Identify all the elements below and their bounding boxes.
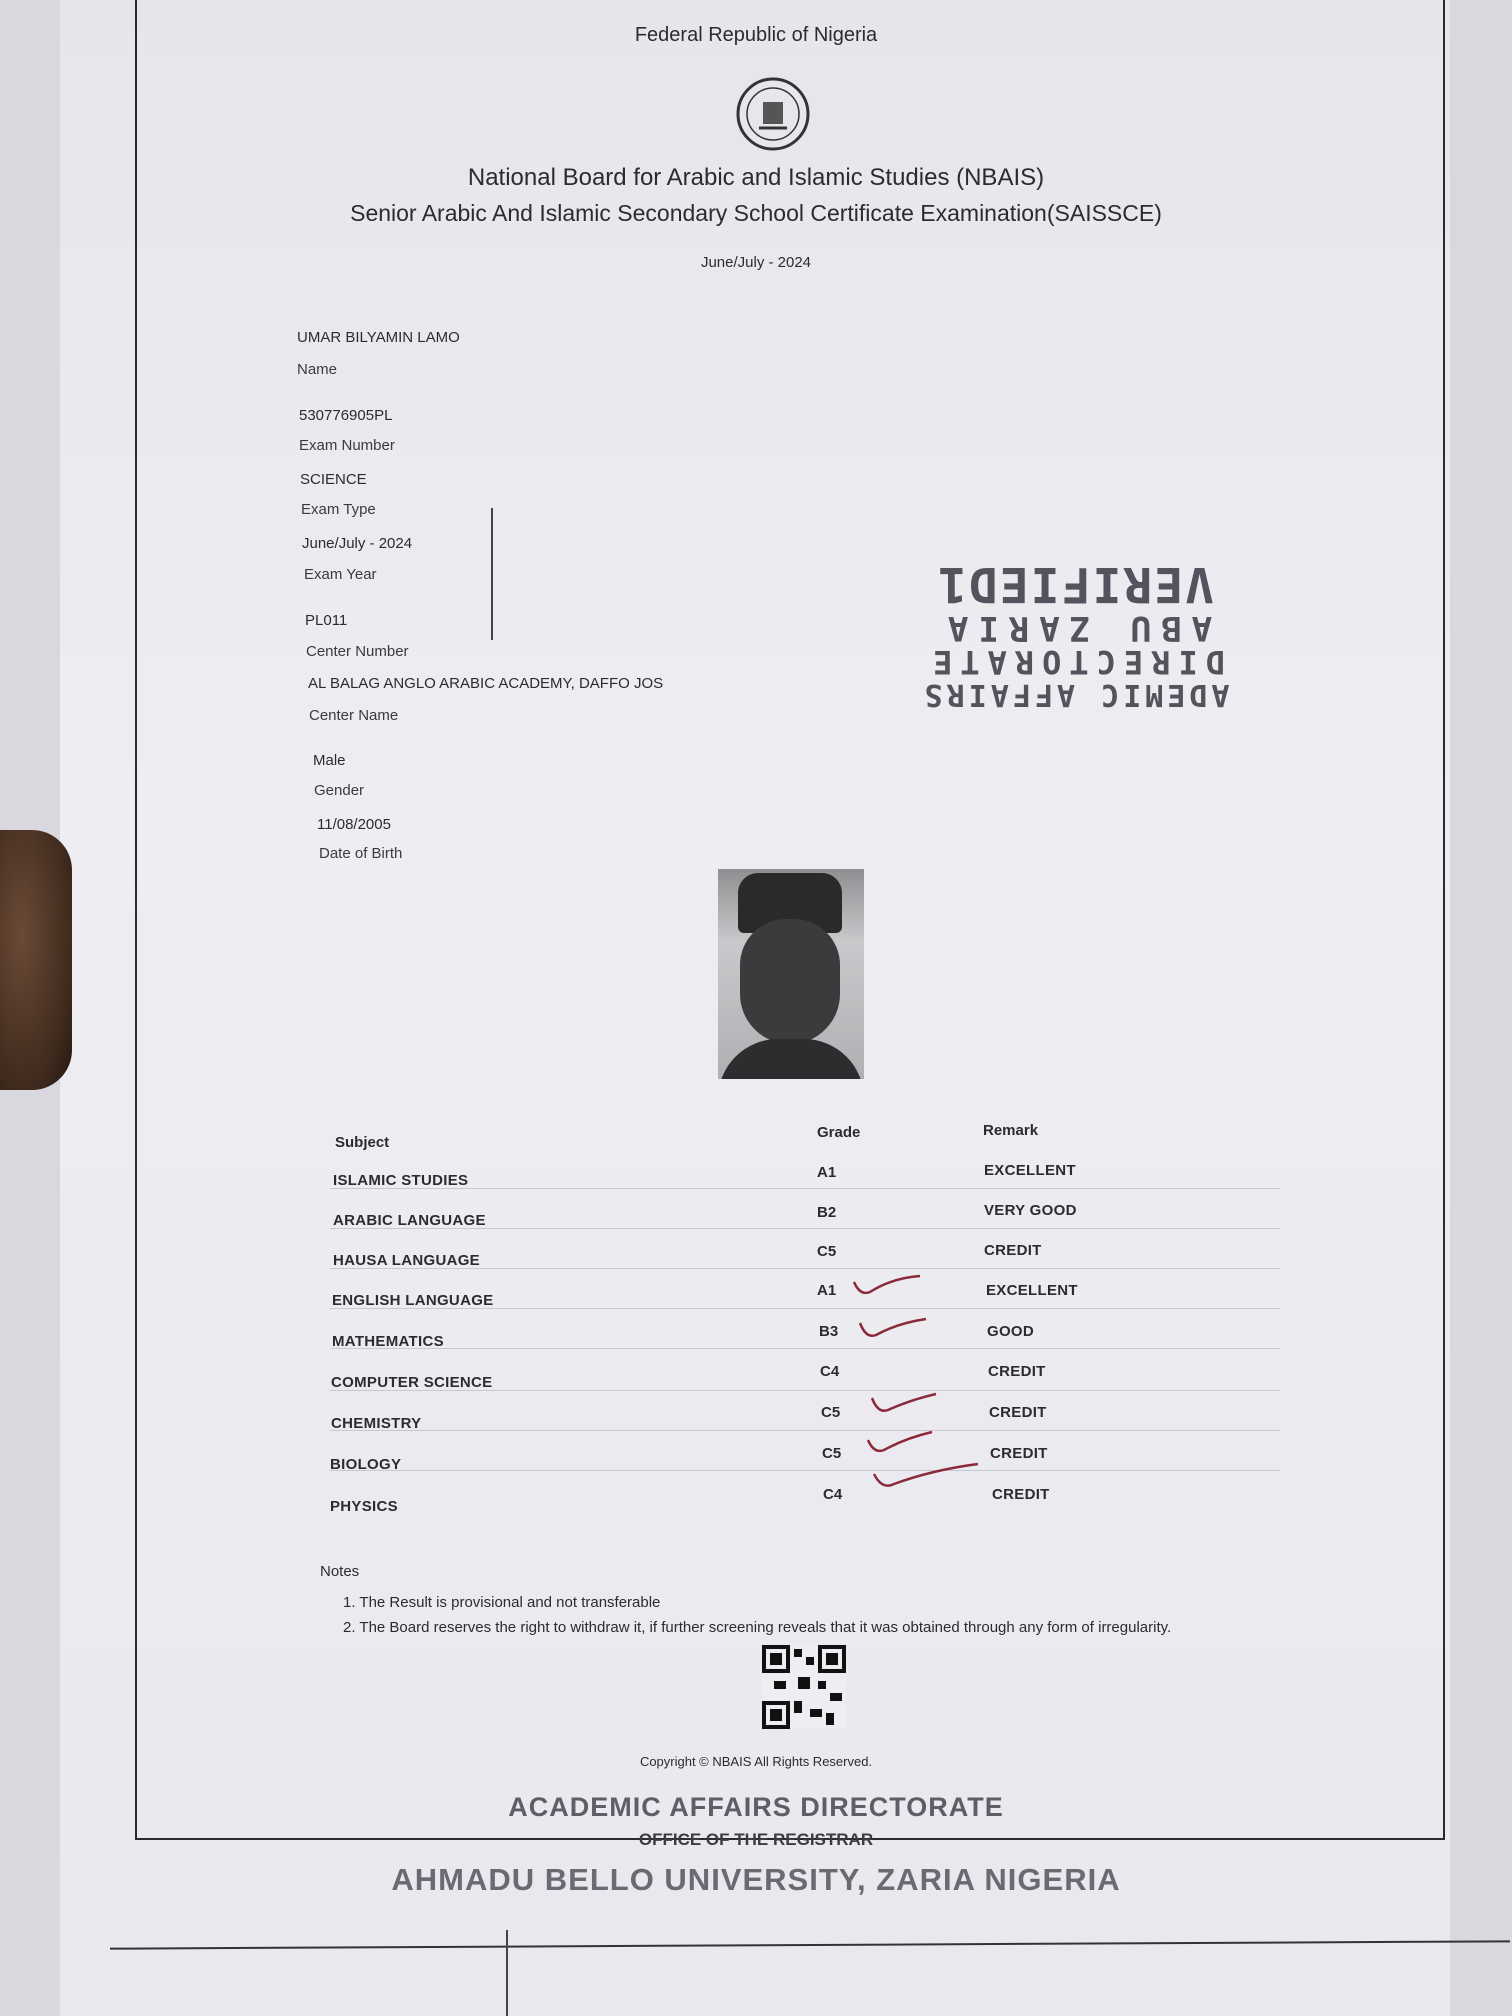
exam-type-value: SCIENCE <box>300 471 367 488</box>
dob-value: 11/08/2005 <box>317 816 391 833</box>
grade-header: Grade <box>817 1124 861 1141</box>
table-row-remark: EXCELLENT <box>986 1282 1078 1299</box>
tick-mark-icon <box>852 1272 922 1302</box>
gender-label: Gender <box>314 782 365 799</box>
table-row-grade: C4 <box>820 1363 840 1380</box>
tick-mark-icon <box>858 1315 928 1345</box>
table-row-subject: ISLAMIC STUDIES <box>333 1172 469 1189</box>
note-item: 2. The Board reserves the right to withdraw it, if further screening reveals that it was obtained through any form of irregularity. <box>343 1619 1172 1636</box>
subject-header: Subject <box>335 1134 390 1151</box>
tick-mark-icon <box>872 1462 982 1492</box>
stamp-line-4: ADEMIC AFFAIRS <box>920 677 1230 712</box>
center-number-value: PL011 <box>305 612 348 629</box>
center-number-label: Center Number <box>306 643 409 660</box>
directorate-heading: ACADEMIC AFFAIRS DIRECTORATE <box>508 1792 1004 1822</box>
table-row-remark: VERY GOOD <box>984 1202 1077 1219</box>
table-row-remark: CREDIT <box>988 1363 1046 1380</box>
table-row-grade: C5 <box>822 1445 842 1462</box>
table-row-subject: MATHEMATICS <box>332 1333 444 1350</box>
copyright-text: Copyright © NBAIS All Rights Reserved. <box>639 1754 873 1769</box>
table-row-grade: B2 <box>817 1204 837 1221</box>
stamp-line-3: DIRECTORATE <box>925 643 1225 682</box>
table-row-grade: C4 <box>823 1486 843 1503</box>
dob-label: Date of Birth <box>319 845 403 862</box>
table-row-subject: PHYSICS <box>330 1498 398 1515</box>
tick-mark-icon <box>870 1392 940 1422</box>
exam-year-label: Exam Year <box>304 566 377 583</box>
country-heading: Federal Republic of Nigeria <box>634 24 878 46</box>
table-row-grade: B3 <box>819 1323 839 1340</box>
exam-year-value: June/July - 2024 <box>302 535 413 552</box>
table-row-grade: C5 <box>817 1243 837 1260</box>
notes-title: Notes <box>320 1563 360 1580</box>
candidate-name-value: UMAR BILYAMIN LAMO <box>297 329 460 346</box>
exam-number-value: 530776905PL <box>299 407 393 424</box>
table-row-remark: CREDIT <box>984 1242 1042 1259</box>
registrar-heading: OFFICE OF THE REGISTRAR <box>638 1830 874 1849</box>
table-rule <box>330 1188 1280 1189</box>
table-row-subject: COMPUTER SCIENCE <box>331 1374 493 1391</box>
qr-code-icon <box>762 1645 846 1729</box>
candidate-name-label: Name <box>297 361 338 378</box>
table-rule <box>330 1348 1280 1349</box>
table-row-subject: HAUSA LANGUAGE <box>333 1252 480 1269</box>
exam-number-label: Exam Number <box>299 437 395 454</box>
center-name-value: AL BALAG ANGLO ARABIC ACADEMY, DAFFO JOS <box>308 675 664 692</box>
table-row-subject: BIOLOGY <box>330 1456 402 1473</box>
table-row-grade: A1 <box>817 1282 837 1299</box>
exam-heading: Senior Arabic And Islamic Secondary School Certificate Examination(SAISSCE) <box>350 200 1162 226</box>
university-heading: AHMADU BELLO UNIVERSITY, ZARIA NIGERIA <box>391 1862 1121 1897</box>
table-row-remark: EXCELLENT <box>984 1162 1076 1179</box>
table-row-subject: ENGLISH LANGUAGE <box>332 1292 494 1309</box>
stamp-line-2: ABU ZARIA <box>937 607 1213 648</box>
table-row-subject: CHEMISTRY <box>331 1415 422 1432</box>
divider-line <box>506 1930 508 2016</box>
tick-mark-icon <box>866 1430 936 1460</box>
table-row-remark: CREDIT <box>990 1445 1048 1462</box>
table-row-subject: ARABIC LANGUAGE <box>333 1212 486 1229</box>
center-name-label: Center Name <box>309 707 399 724</box>
table-row-grade: A1 <box>817 1164 837 1181</box>
session-heading: June/July - 2024 <box>700 254 812 271</box>
exam-type-label: Exam Type <box>301 501 376 518</box>
table-row-remark: GOOD <box>987 1323 1035 1340</box>
gender-value: Male <box>313 752 346 769</box>
table-rule <box>330 1470 1280 1471</box>
table-row-grade: C5 <box>821 1404 841 1421</box>
board-heading: National Board for Arabic and Islamic Studies (NBAIS) <box>467 164 1045 191</box>
table-rule <box>330 1430 1280 1431</box>
table-row-remark: CREDIT <box>989 1404 1047 1421</box>
note-item: 1. The Result is provisional and not transferable <box>343 1594 661 1611</box>
remark-header: Remark <box>983 1122 1039 1139</box>
table-row-remark: CREDIT <box>992 1486 1050 1503</box>
stamp-line-1: VERIFIED1 <box>935 556 1215 613</box>
